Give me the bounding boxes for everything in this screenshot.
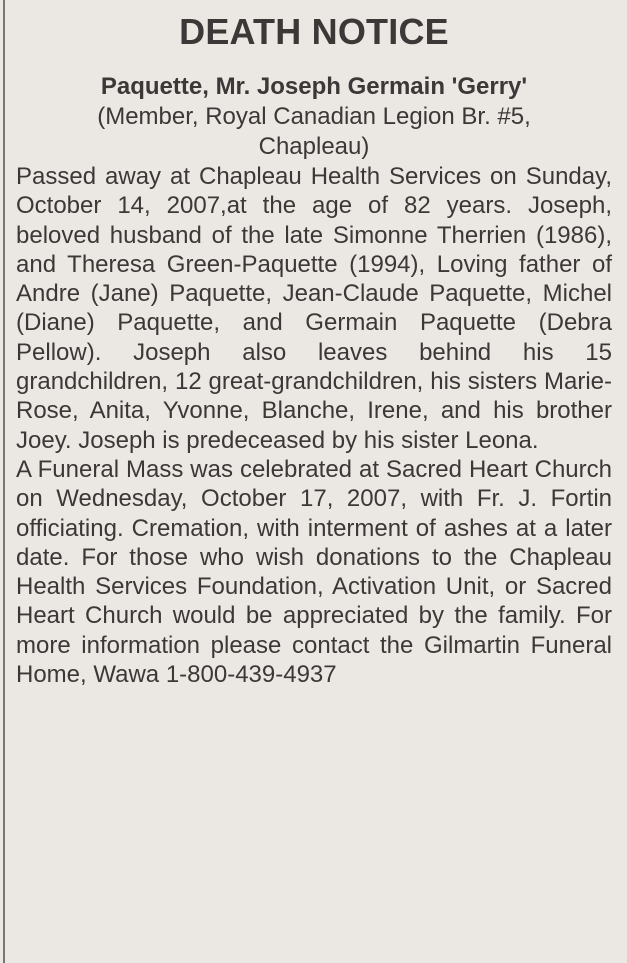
- obituary-paragraph: Passed away at Chapleau Health Services on Sunday, October 14, 2007,at the age of 82 years. Joseph, beloved husband of the late Simonne Therrien (1986), and Theresa Green-Paquette (1994), Loving father of Andre (Jane) Paquette, Jean-Claude Paquette, Michel (Diane) Paquette, and Germain Paquette (Debra Pellow). Joseph also leaves behind his 15 grandchildren, 12 great-grandchildren, his sisters Marie-Rose, Anita, Yvonne, Blanche, Irene, and his brother Joey. Joseph is predeceased by his sister Leona.: [16, 163, 612, 454]
- membership-line-2: Chapleau): [258, 133, 370, 160]
- notice-title: DEATH NOTICE: [179, 11, 449, 52]
- funeral-paragraph: A Funeral Mass was celebrated at Sacred Heart Church on Wednesday, October 17, 2007, with Fr. J. Fortin officiating. Cremation, with interment of ashes at a later date. For those who wish donations to the Chapleau Health Services Foundation, Activation Unit, or Sacred Heart Church would be appreciated by the family. For more information please contact the Gilmartin Funeral Home, Wawa 1-800-439-4937: [16, 455, 612, 689]
- death-notice: [16, 10, 612, 689]
- membership-line-1: (Member, Royal Canadian Legion Br. #5,: [97, 103, 531, 130]
- column-divider: [3, 0, 5, 963]
- deceased-name: Paquette, Mr. Joseph Germain 'Gerry': [100, 73, 528, 100]
